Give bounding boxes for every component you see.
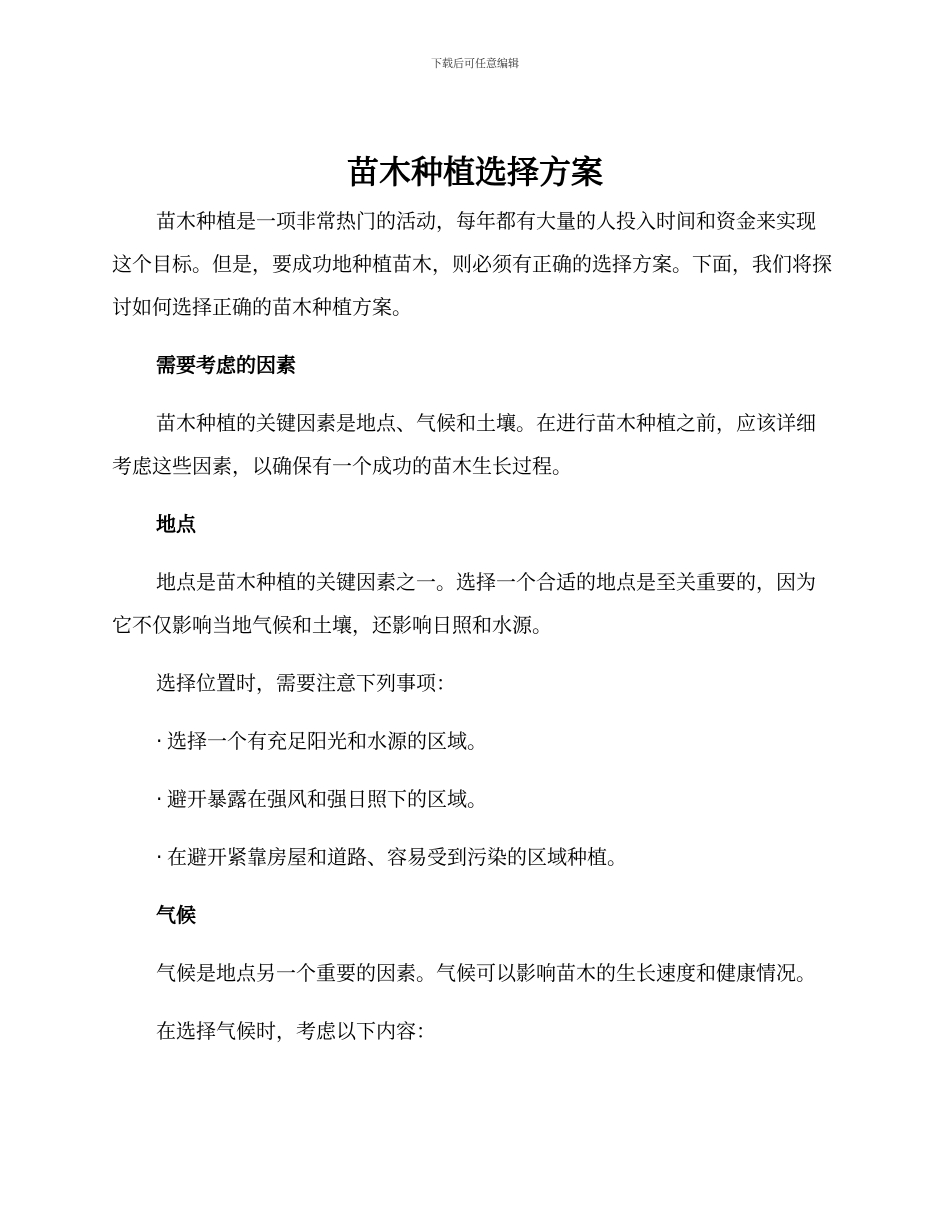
climate-heading: 气候 <box>156 903 196 927</box>
bullet-text: 选择一个有充足阳光和水源的区域。 <box>167 729 487 753</box>
bullet-text: 避开暴露在强风和强日照下的区域。 <box>167 787 487 811</box>
location-bullet-2 <box>112 778 834 821</box>
location-bullet-3 <box>112 836 834 879</box>
bullet-dot-icon: · <box>156 729 163 753</box>
location-heading: 地点 <box>156 512 196 536</box>
location-lead: 选择位置时，需要注意下列事项： <box>156 671 456 695</box>
intro-paragraph: 苗木种植是一项非常热门的活动，每年都有大量的人投入时间和资金来实现这个目标。但是，要成功地种植苗木，则必须有正确的选择方案。下面，我们将探讨如何选择正确的苗木种植方案。 <box>112 209 832 319</box>
location-paragraph: 地点是苗木种植的关键因素之一。选择一个合适的地点是至关重要的，因为它不仅影响当地气候和土壤，还影响日照和水源。 <box>112 570 816 637</box>
climate-lead: 在选择气候时，考虑以下内容： <box>156 1019 436 1043</box>
document-body <box>112 200 834 1068</box>
bullet-dot-icon: · <box>156 787 163 811</box>
bullet-text: 在避开紧靠房屋和道路、容易受到污染的区域种植。 <box>167 845 627 869</box>
bullet-dot-icon: · <box>156 845 163 869</box>
climate-paragraph: 气候是地点另一个重要的因素。气候可以影响苗木的生长速度和健康情况。 <box>156 961 816 985</box>
header-note: 下载后可任意编辑 <box>431 57 519 70</box>
document-title: 苗木种植选择方案 <box>346 153 603 191</box>
location-bullet-1 <box>112 720 834 763</box>
factors-paragraph: 苗木种植的关键因素是地点、气候和土壤。在进行苗木种植之前，应该详细考虑这些因素，以确保有一个成功的苗木生长过程。 <box>112 411 816 478</box>
factors-heading: 需要考虑的因素 <box>156 353 296 377</box>
